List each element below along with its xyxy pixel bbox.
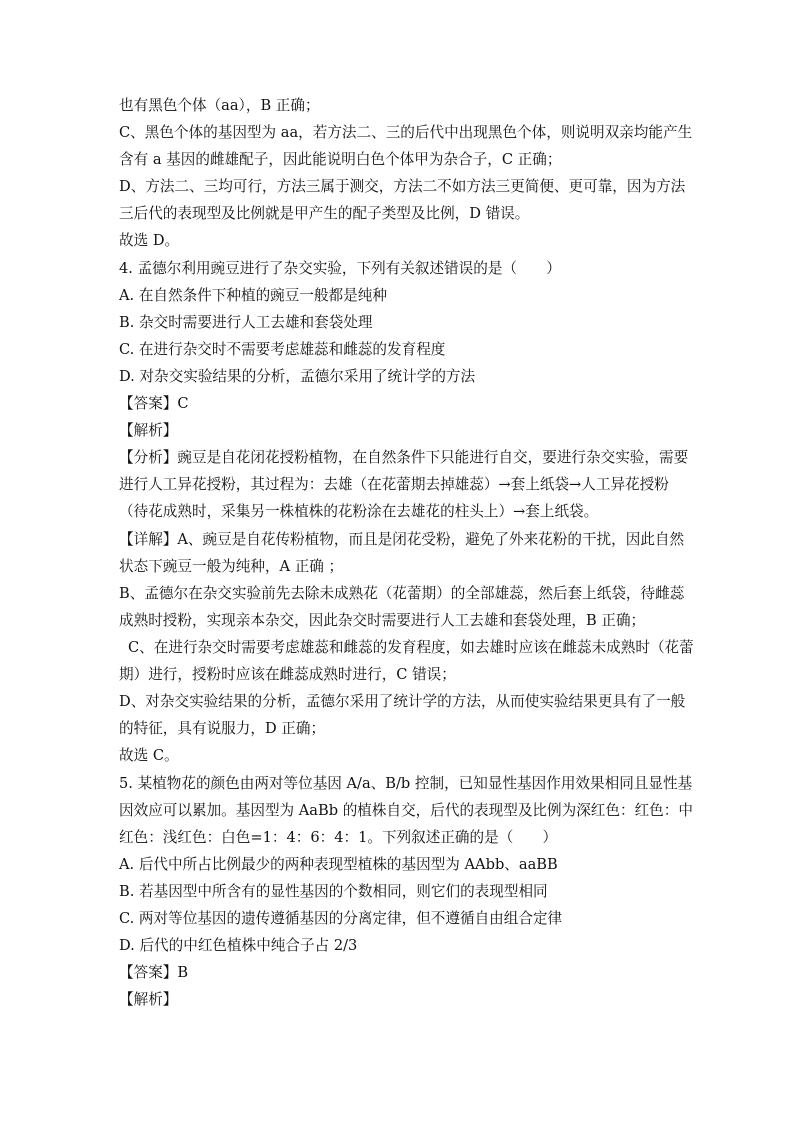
question-5-stem: 5. 某植物花的颜色由两对等位基因 A/a、B/b 控制，已知显性基因作用效果相同且显性基 xyxy=(119,775,693,792)
text-line: 【分析】豌豆是自花闭花授粉植物，在自然条件下只能进行自交，要进行杂交实验，需要 xyxy=(119,449,689,466)
answer-label: 【答案】C xyxy=(119,395,189,412)
text-line: C、在进行杂交时需要考虑雄蕊和雌蕊的发育程度，如去雄时应该在雌蕊未成熟时（花蕾 xyxy=(128,639,694,656)
question-5-stem: 红色：浅红色：白色=1：4：6：4：1。下列叙述正确的是（ ） xyxy=(119,829,558,846)
text-line: D、对杂交实验结果的分析，孟德尔采用了统计学的方法，从而使实验结果更具有了一般 xyxy=(119,693,686,710)
text-line: 故选 C。 xyxy=(119,747,179,764)
text-line: 期）进行，授粉时应该在雌蕊成熟时进行，C 错误； xyxy=(119,666,456,683)
option-c: C. 在进行杂交时不需要考虑雄蕊和雌蕊的发育程度 xyxy=(119,341,446,358)
text-line: 成熟时授粉，实现亲本杂交，因此杂交时需要进行人工去雄和套袋处理，B 正确； xyxy=(119,612,646,629)
text-line: 【详解】A、豌豆是自花传粉植物，而且是闭花受粉，避免了外来花粉的干扰，因此自然 xyxy=(119,531,685,548)
text-line: 三后代的表现型及比例就是甲产生的配子类型及比例，D 错误。 xyxy=(119,205,530,222)
option-c: C. 两对等位基因的遗传遵循基因的分离定律，但不遵循自由组合定律 xyxy=(119,910,563,927)
text-line: B、孟德尔在杂交实验前先去除未成熟花（花蕾期）的全部雄蕊，然后套上纸袋，待雌蕊 xyxy=(119,585,685,602)
question-4-stem: 4. 孟德尔利用豌豆进行了杂交实验，下列有关叙述错误的是（ ） xyxy=(119,260,561,277)
text-line: 含有 a 基因的雌雄配子，因此能说明白色个体甲为杂合子，C 正确； xyxy=(119,151,562,168)
text-line: 进行人工异花授粉，其过程为：去雄（在花蕾期去掉雄蕊）→套上纸袋→人工异花授粉 xyxy=(119,476,669,493)
option-b: B. 杂交时需要进行人工去雄和套袋处理 xyxy=(119,314,373,331)
text-line: C、黑色个体的基因型为 aa，若方法二、三的后代中出现黑色个体，则说明双亲均能产生 xyxy=(119,124,693,141)
option-d: D. 后代的中红色植株中纯合子占 2/3 xyxy=(119,937,358,954)
option-d: D. 对杂交实验结果的分析，孟德尔采用了统计学的方法 xyxy=(119,368,476,385)
question-5-stem: 因效应可以累加。基因型为 AaBb 的植株自交，后代的表现型及比例为深红色：红色：中 xyxy=(119,802,693,819)
analysis-label: 【解析】 xyxy=(119,422,178,439)
option-b: B. 若基因型中所含有的显性基因的个数相同，则它们的表现型相同 xyxy=(119,883,548,900)
text-line: （待花成熟时，采集另一株植株的花粉涂在去雄花的柱头上）→套上纸袋。 xyxy=(119,503,599,520)
text-line: D、方法二、三均可行，方法三属于测交，方法二不如方法三更简便、更可靠，因为方法 xyxy=(119,178,686,195)
text-line: 状态下豌豆一般为纯种，A 正确 ； xyxy=(119,558,344,575)
answer-label: 【答案】B xyxy=(119,964,189,981)
analysis-label: 【解析】 xyxy=(119,991,178,1008)
text-line: 的特征，具有说服力，D 正确； xyxy=(119,720,326,737)
option-a: A. 在自然条件下种植的豌豆一般都是纯种 xyxy=(119,287,387,304)
text-line: 故选 D。 xyxy=(119,232,180,249)
option-a: A. 后代中所占比例最少的两种表现型植株的基因型为 AAbb、aaBB xyxy=(119,856,558,873)
text-line: 也有黑色个体（aa），B 正确； xyxy=(119,97,320,114)
